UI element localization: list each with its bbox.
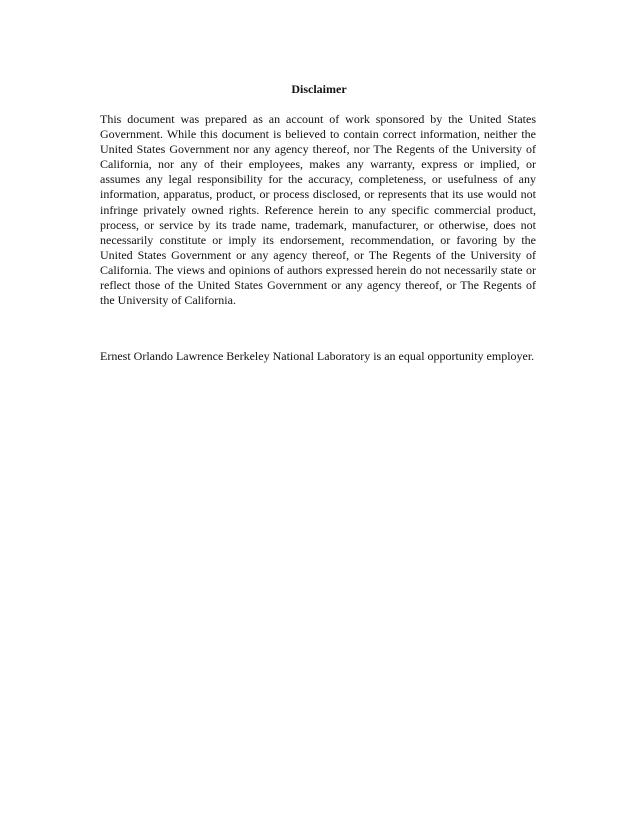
page-title: Disclaimer bbox=[291, 82, 347, 96]
disclaimer-paragraph: This document was prepared as an account of work sponsored by the United States Government. While this document is believed to contain correct information, neither the United States Government nor any agency thereof, nor The Regents of the University of California, nor any of their employees, makes any warranty, express or implied, or assumes any legal responsibility for the accuracy, completeness, or usefulness of any information, apparatus, product, or process disclosed, or represents that its use would not infringe privately owned rights. Reference herein to any specific commercial product, process, or service by its trade name, trademark, manufacturer, or otherwise, does not necessarily constitute or imply its endorsement, recommendation, or favoring by the United States Government or any agency thereof, or The Regents of the University of California. The views and opinions of authors expressed herein do not necessarily state or reflect those of the United States Government or any agency thereof, or The Regents of the University of California. bbox=[100, 112, 536, 308]
employer-statement: Ernest Orlando Lawrence Berkeley National Laboratory is an equal opportunity employer. bbox=[100, 349, 535, 363]
